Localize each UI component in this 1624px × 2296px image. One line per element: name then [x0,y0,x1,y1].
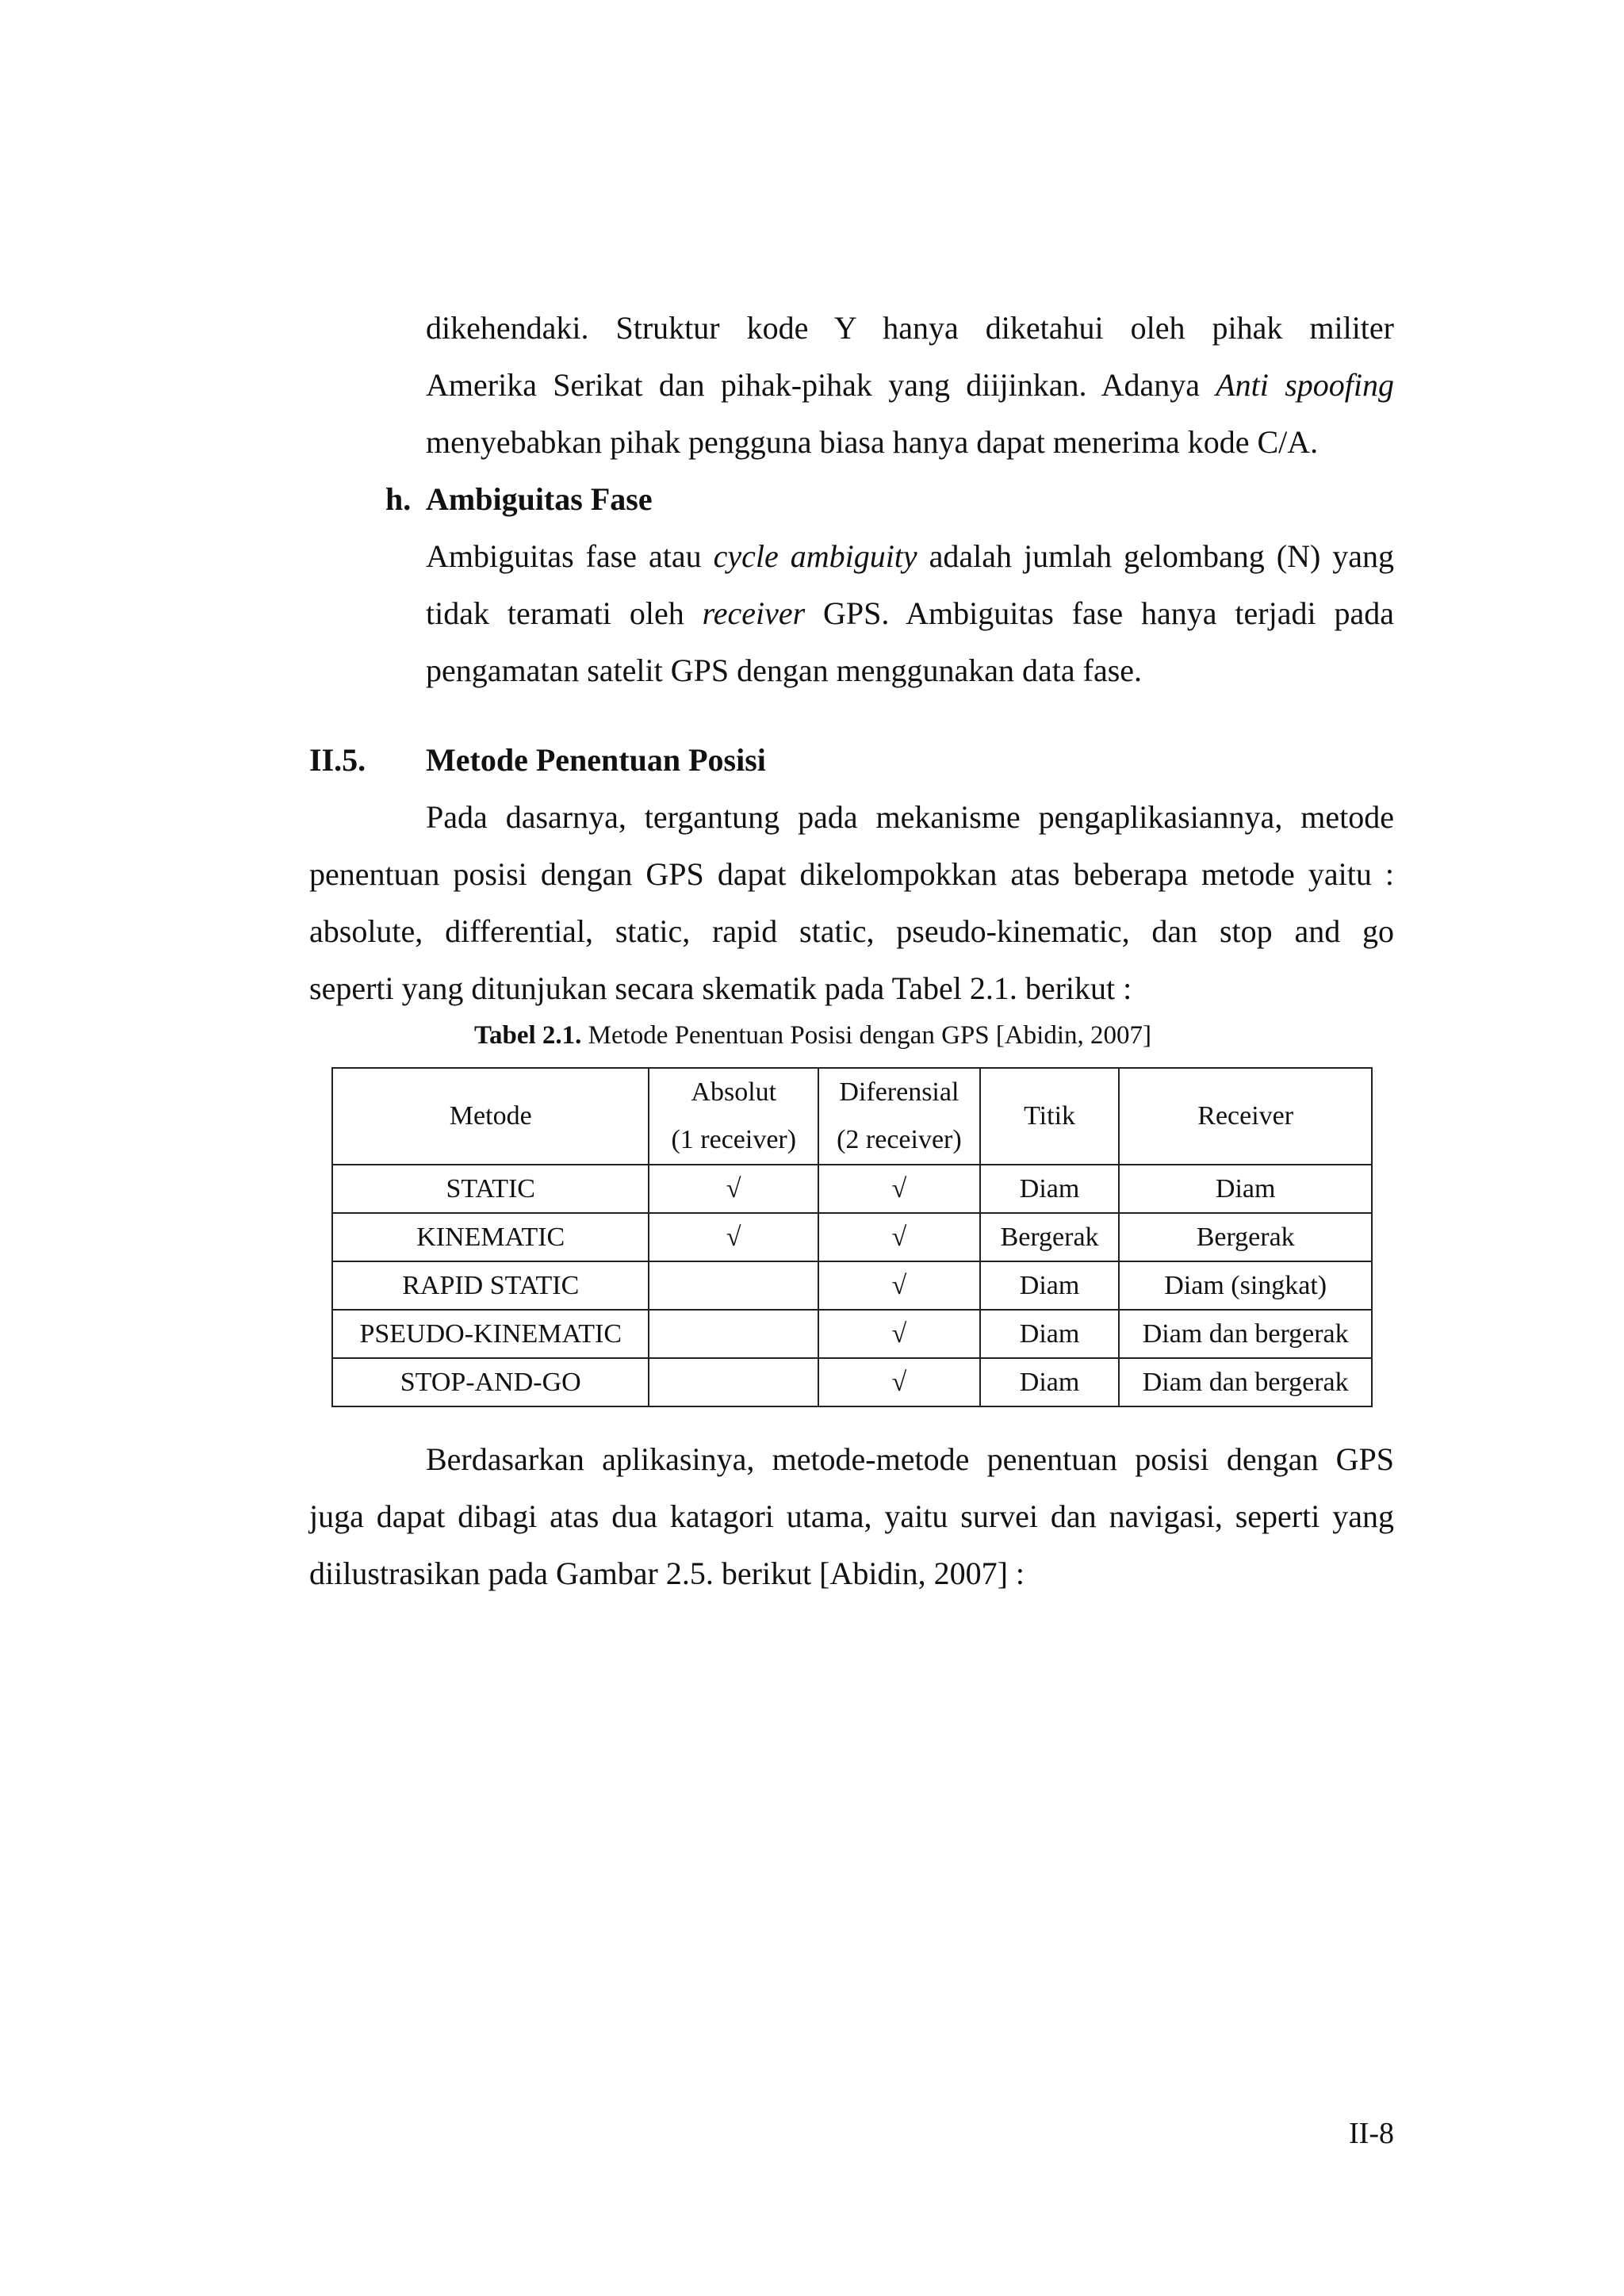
table-row [332,1261,1372,1310]
table-row [332,1310,1372,1358]
cell-absolut [649,1261,818,1310]
cell-diferensial: √ [818,1358,980,1406]
methods-table [331,1067,1373,1407]
paragraph1-line1: dikehendaki. Struktur kode Y hanya diketahui oleh pihak militer [426,310,1394,346]
page-number: II-8 [1349,2117,1394,2150]
paragraph1-line2: Amerika Serikat dan pihak-pihak yang diijinkan. Adanya Anti spoofing [426,367,1394,403]
section-h-marker: h. [385,481,412,517]
paragraph1-line3: menyebabkan pihak pengguna biasa hanya dapat menerima kode C/A. [426,424,1319,460]
section-title: Metode Penentuan Posisi [426,742,766,778]
table-row [332,1213,1372,1261]
section-ii5-line3: absolute, differential, static, rapid static, pseudo-kinematic, dan stop and go [309,913,1394,949]
table-header-row [332,1068,1372,1165]
header-metode: Metode [332,1068,649,1165]
header-receiver: Receiver [1119,1068,1372,1165]
cell-absolut: √ [649,1213,818,1261]
cell-receiver: Diam dan bergerak [1119,1310,1372,1358]
cell-metode: STATIC [332,1165,649,1213]
section-h-title: Ambiguitas Fase [426,481,653,517]
cell-metode: PSEUDO-KINEMATIC [332,1310,649,1358]
cell-receiver: Diam [1119,1165,1372,1213]
cell-titik: Diam [980,1261,1120,1310]
cell-titik: Diam [980,1165,1120,1213]
cell-titik: Diam [980,1358,1120,1406]
cell-titik: Bergerak [980,1213,1120,1261]
paragraph-after-line3: diilustrasikan pada Gambar 2.5. berikut [Abidin, 2007] : [309,1556,1025,1591]
cell-diferensial: √ [818,1310,980,1358]
cycle-ambiguity-term: cycle ambiguity [713,538,917,574]
paragraph-after-line1: Berdasarkan aplikasinya, metode-metode penentuan posisi dengan GPS [426,1441,1394,1477]
table-row [332,1358,1372,1406]
section-h-line1: Ambiguitas fase atau cycle ambiguity adalah jumlah gelombang (N) yang [426,538,1394,574]
section-ii5-line1: Pada dasarnya, tergantung pada mekanisme pengaplikasiannya, metode [426,799,1394,835]
section-ii5-line2: penentuan posisi dengan GPS dapat dikelompokkan atas beberapa metode yaitu : [309,856,1394,892]
cell-absolut: √ [649,1165,818,1213]
cell-diferensial: √ [818,1165,980,1213]
cell-absolut [649,1310,818,1358]
anti-spoofing-term: Anti spoofing [1216,367,1394,403]
header-absolut: Absolut (1 receiver) [649,1068,818,1165]
section-h-line3: pengamatan satelit GPS dengan menggunakan data fase. [426,652,1143,688]
section-number: II.5. [309,742,366,778]
cell-receiver: Bergerak [1119,1213,1372,1261]
cell-titik: Diam [980,1310,1120,1358]
cell-diferensial: √ [818,1213,980,1261]
paragraph-after-line2: juga dapat dibagi atas dua katagori utama, yaitu survei dan navigasi, seperti yang [309,1498,1394,1534]
cell-metode: RAPID STATIC [332,1261,649,1310]
header-diferensial: Diferensial (2 receiver) [818,1068,980,1165]
section-h-line2: tidak teramati oleh receiver GPS. Ambiguitas fase hanya terjadi pada [426,595,1394,631]
cell-metode: STOP-AND-GO [332,1358,649,1406]
cell-absolut [649,1358,818,1406]
cell-receiver: Diam (singkat) [1119,1261,1372,1310]
table-row [332,1165,1372,1213]
cell-receiver: Diam dan bergerak [1119,1358,1372,1406]
cell-metode: KINEMATIC [332,1213,649,1261]
header-titik: Titik [980,1068,1120,1165]
cell-diferensial: √ [818,1261,980,1310]
section-ii5-line4: seperti yang ditunjukan secara skematik pada Tabel 2.1. berikut : [309,970,1132,1006]
table-caption: Tabel 2.1. Metode Penentuan Posisi dengan GPS [Abidin, 2007] [473,1021,1152,1050]
receiver-term: receiver [702,595,806,631]
